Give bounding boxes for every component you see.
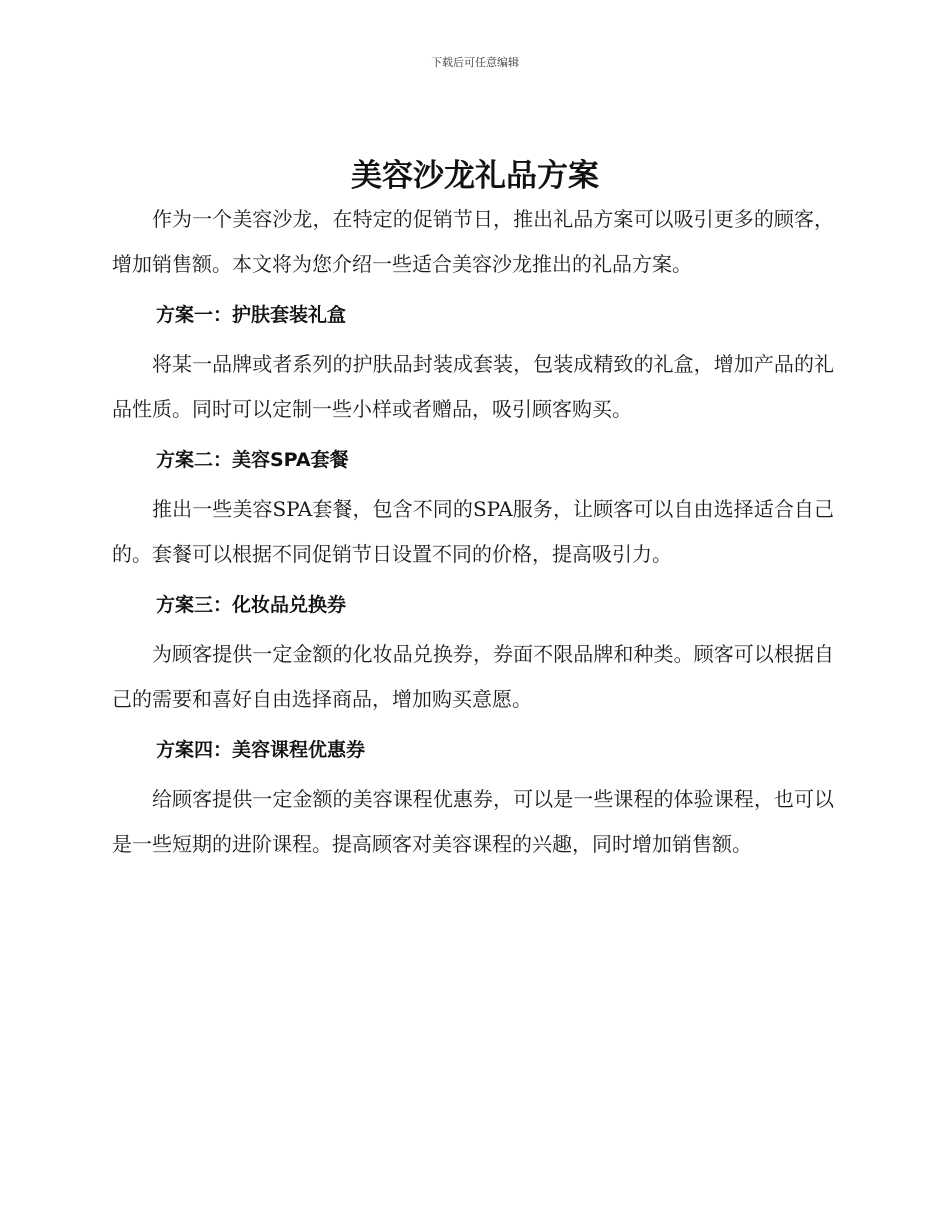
section-heading-1: 方案一：护肤套装礼盒 [156, 304, 347, 326]
section-heading-2: 方案二：美容SPA套餐 [156, 449, 349, 471]
section-body-1: 将某一品牌或者系列的护肤品封装成套装，包装成精致的礼盒，增加产品的礼品性质。同时可以定制一些小样或者赠品，吸引顾客购买。 [112, 352, 834, 421]
document-body [112, 197, 834, 867]
section-body-3: 为顾客提供一定金额的化妆品兑换券，券面不限品牌和种类。顾客可以根据自己的需要和喜好自由选择商品，增加购买意愿。 [112, 642, 834, 711]
section-heading-4: 方案四：美容课程优惠券 [156, 739, 366, 761]
section-heading-3: 方案三：化妆品兑换券 [156, 594, 347, 616]
page-header: 下载后可任意编辑 [431, 56, 519, 69]
document-title: 美容沙龙礼品方案 [351, 158, 599, 194]
intro-paragraph: 作为一个美容沙龙，在特定的促销节日，推出礼品方案可以吸引更多的顾客，增加销售额。本文将为您介绍一些适合美容沙龙推出的礼品方案。 [112, 207, 834, 276]
section-body-2: 推出一些美容SPA套餐，包含不同的SPA服务，让顾客可以自由选择适合自己的。套餐可以根据不同促销节日设置不同的价格，提高吸引力。 [112, 497, 834, 566]
section-body-4: 给顾客提供一定金额的美容课程优惠券，可以是一些课程的体验课程，也可以是一些短期的进阶课程。提高顾客对美容课程的兴趣，同时增加销售额。 [112, 787, 834, 856]
